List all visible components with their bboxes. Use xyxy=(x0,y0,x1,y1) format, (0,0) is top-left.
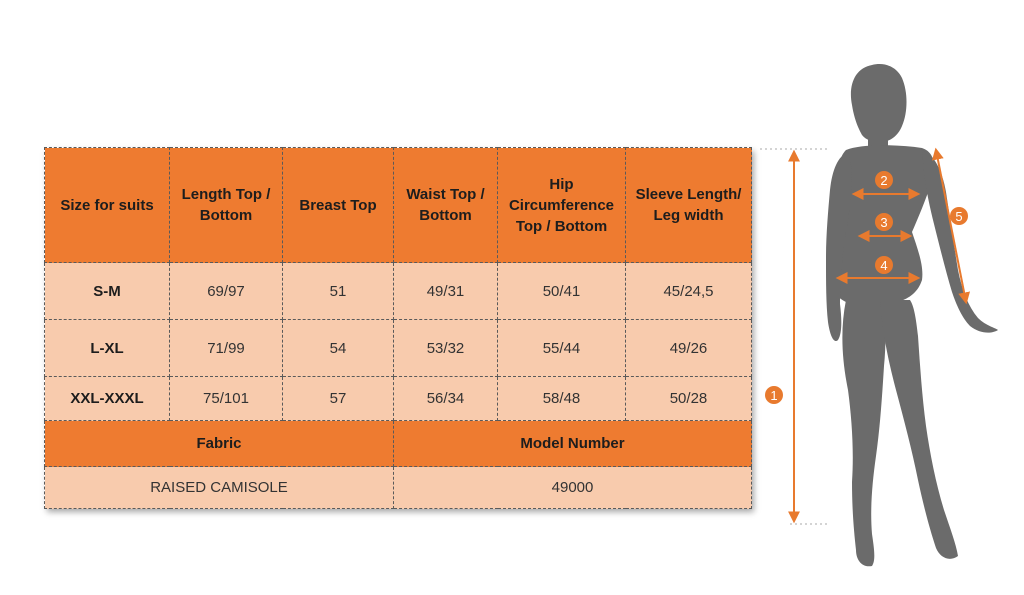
model-number-value: 49000 xyxy=(394,467,752,509)
body-silhouette xyxy=(826,64,998,566)
body-measurement-figure xyxy=(770,50,1024,595)
marker-2 xyxy=(875,171,893,189)
cell-hip: 55/44 xyxy=(498,320,626,377)
table-row xyxy=(45,320,752,377)
cell-sleeve: 45/24,5 xyxy=(626,263,752,320)
cell-sleeve: 50/28 xyxy=(626,377,752,421)
cell-breast: 57 xyxy=(283,377,394,421)
height-measurement xyxy=(760,149,828,524)
cell-hip: 58/48 xyxy=(498,377,626,421)
marker-5 xyxy=(950,207,968,225)
cell-breast: 51 xyxy=(283,263,394,320)
fabric-value: RAISED CAMISOLE xyxy=(45,467,394,509)
cell-length: 69/97 xyxy=(170,263,283,320)
size-chart-table-wrapper xyxy=(44,147,751,508)
header-model-number: Model Number xyxy=(394,421,752,467)
cell-size: XXL-XXXL xyxy=(45,377,170,421)
header-length: Length Top / Bottom xyxy=(170,148,283,263)
footer-header-row xyxy=(45,421,752,467)
cell-waist: 49/31 xyxy=(394,263,498,320)
marker-1 xyxy=(765,386,783,404)
marker-4 xyxy=(875,256,893,274)
cell-size: L-XL xyxy=(45,320,170,377)
cell-waist: 56/34 xyxy=(394,377,498,421)
footer-value-row xyxy=(45,467,752,509)
table-row xyxy=(45,263,752,320)
svg-text:4: 4 xyxy=(880,258,888,273)
header-hip: Hip Circumference Top / Bottom xyxy=(498,148,626,263)
cell-length: 71/99 xyxy=(170,320,283,377)
cell-hip: 50/41 xyxy=(498,263,626,320)
table-row xyxy=(45,377,752,421)
header-sleeve: Sleeve Length/ Leg width xyxy=(626,148,752,263)
table-header-row xyxy=(45,148,752,263)
svg-text:5: 5 xyxy=(955,209,963,224)
cell-length: 75/101 xyxy=(170,377,283,421)
cell-breast: 54 xyxy=(283,320,394,377)
cell-waist: 53/32 xyxy=(394,320,498,377)
header-fabric: Fabric xyxy=(45,421,394,467)
svg-text:2: 2 xyxy=(880,173,888,188)
size-chart-table xyxy=(44,147,752,509)
header-size: Size for suits xyxy=(45,148,170,263)
svg-text:1: 1 xyxy=(770,388,778,403)
cell-size: S-M xyxy=(45,263,170,320)
svg-text:3: 3 xyxy=(880,215,888,230)
marker-3 xyxy=(875,213,893,231)
header-waist: Waist Top / Bottom xyxy=(394,148,498,263)
header-breast: Breast Top xyxy=(283,148,394,263)
cell-sleeve: 49/26 xyxy=(626,320,752,377)
